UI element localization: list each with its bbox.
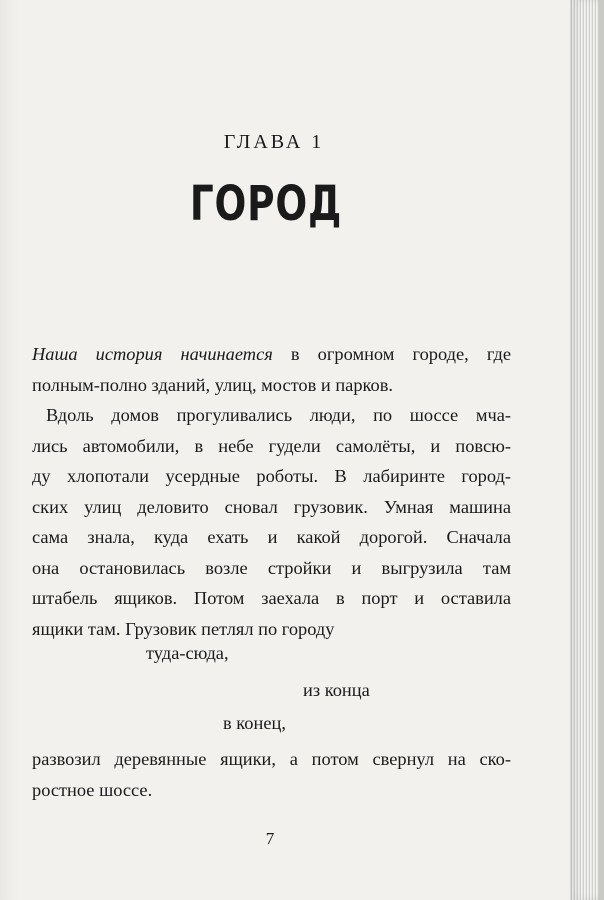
paragraph-2-line: штабель ящиков. Потом заехала в порт и оставила bbox=[32, 588, 511, 608]
staircase-line-2: из конца bbox=[303, 680, 370, 700]
book-fore-edge bbox=[570, 0, 604, 900]
page-number: 7 bbox=[265, 829, 275, 848]
paragraph-1 bbox=[32, 339, 511, 400]
paragraph-2-line: ду хлопотали усердные роботы. В лабиринте город- bbox=[32, 466, 511, 486]
paragraph-2-line: лись автомобили, в небе гудели самолёты, и повсю- bbox=[32, 435, 511, 456]
chapter-label: ГЛАВА 1 bbox=[223, 131, 325, 153]
paragraph-1-line-1-rest: в огромном городе, где bbox=[272, 344, 511, 364]
staircase-line-3: в конец, bbox=[223, 713, 286, 733]
paragraph-2-line: ящики там. Грузовик петлял по городу bbox=[32, 618, 335, 639]
paragraph-2-line: ских улиц деловито сновал грузовик. Умная машина bbox=[32, 496, 511, 517]
staircase-line-1: туда-сюда, bbox=[146, 643, 229, 663]
chapter-title: ГОРОД bbox=[189, 176, 343, 232]
paragraph-2 bbox=[32, 400, 511, 644]
paragraph-3-line: ростное шоссе. bbox=[32, 779, 153, 800]
paragraph-3-line: развозил деревянные ящики, а потом свернул на ско- bbox=[32, 749, 511, 769]
paragraph-1-line-1 bbox=[32, 339, 511, 370]
italic-lead: Наша история начинается bbox=[32, 344, 273, 364]
paragraph-2-line: сама знала, куда ехать и какой дорогой. Сначала bbox=[32, 527, 511, 547]
paragraph-1-line-2: полным-полно зданий, улиц, мостов и парков. bbox=[32, 374, 393, 395]
paragraph-3 bbox=[32, 744, 511, 805]
paragraph-2-line: она остановилась возле стройки и выгрузила там bbox=[32, 557, 511, 578]
paragraph-2-line: Вдоль домов прогуливались люди, по шоссе мча- bbox=[46, 405, 511, 425]
